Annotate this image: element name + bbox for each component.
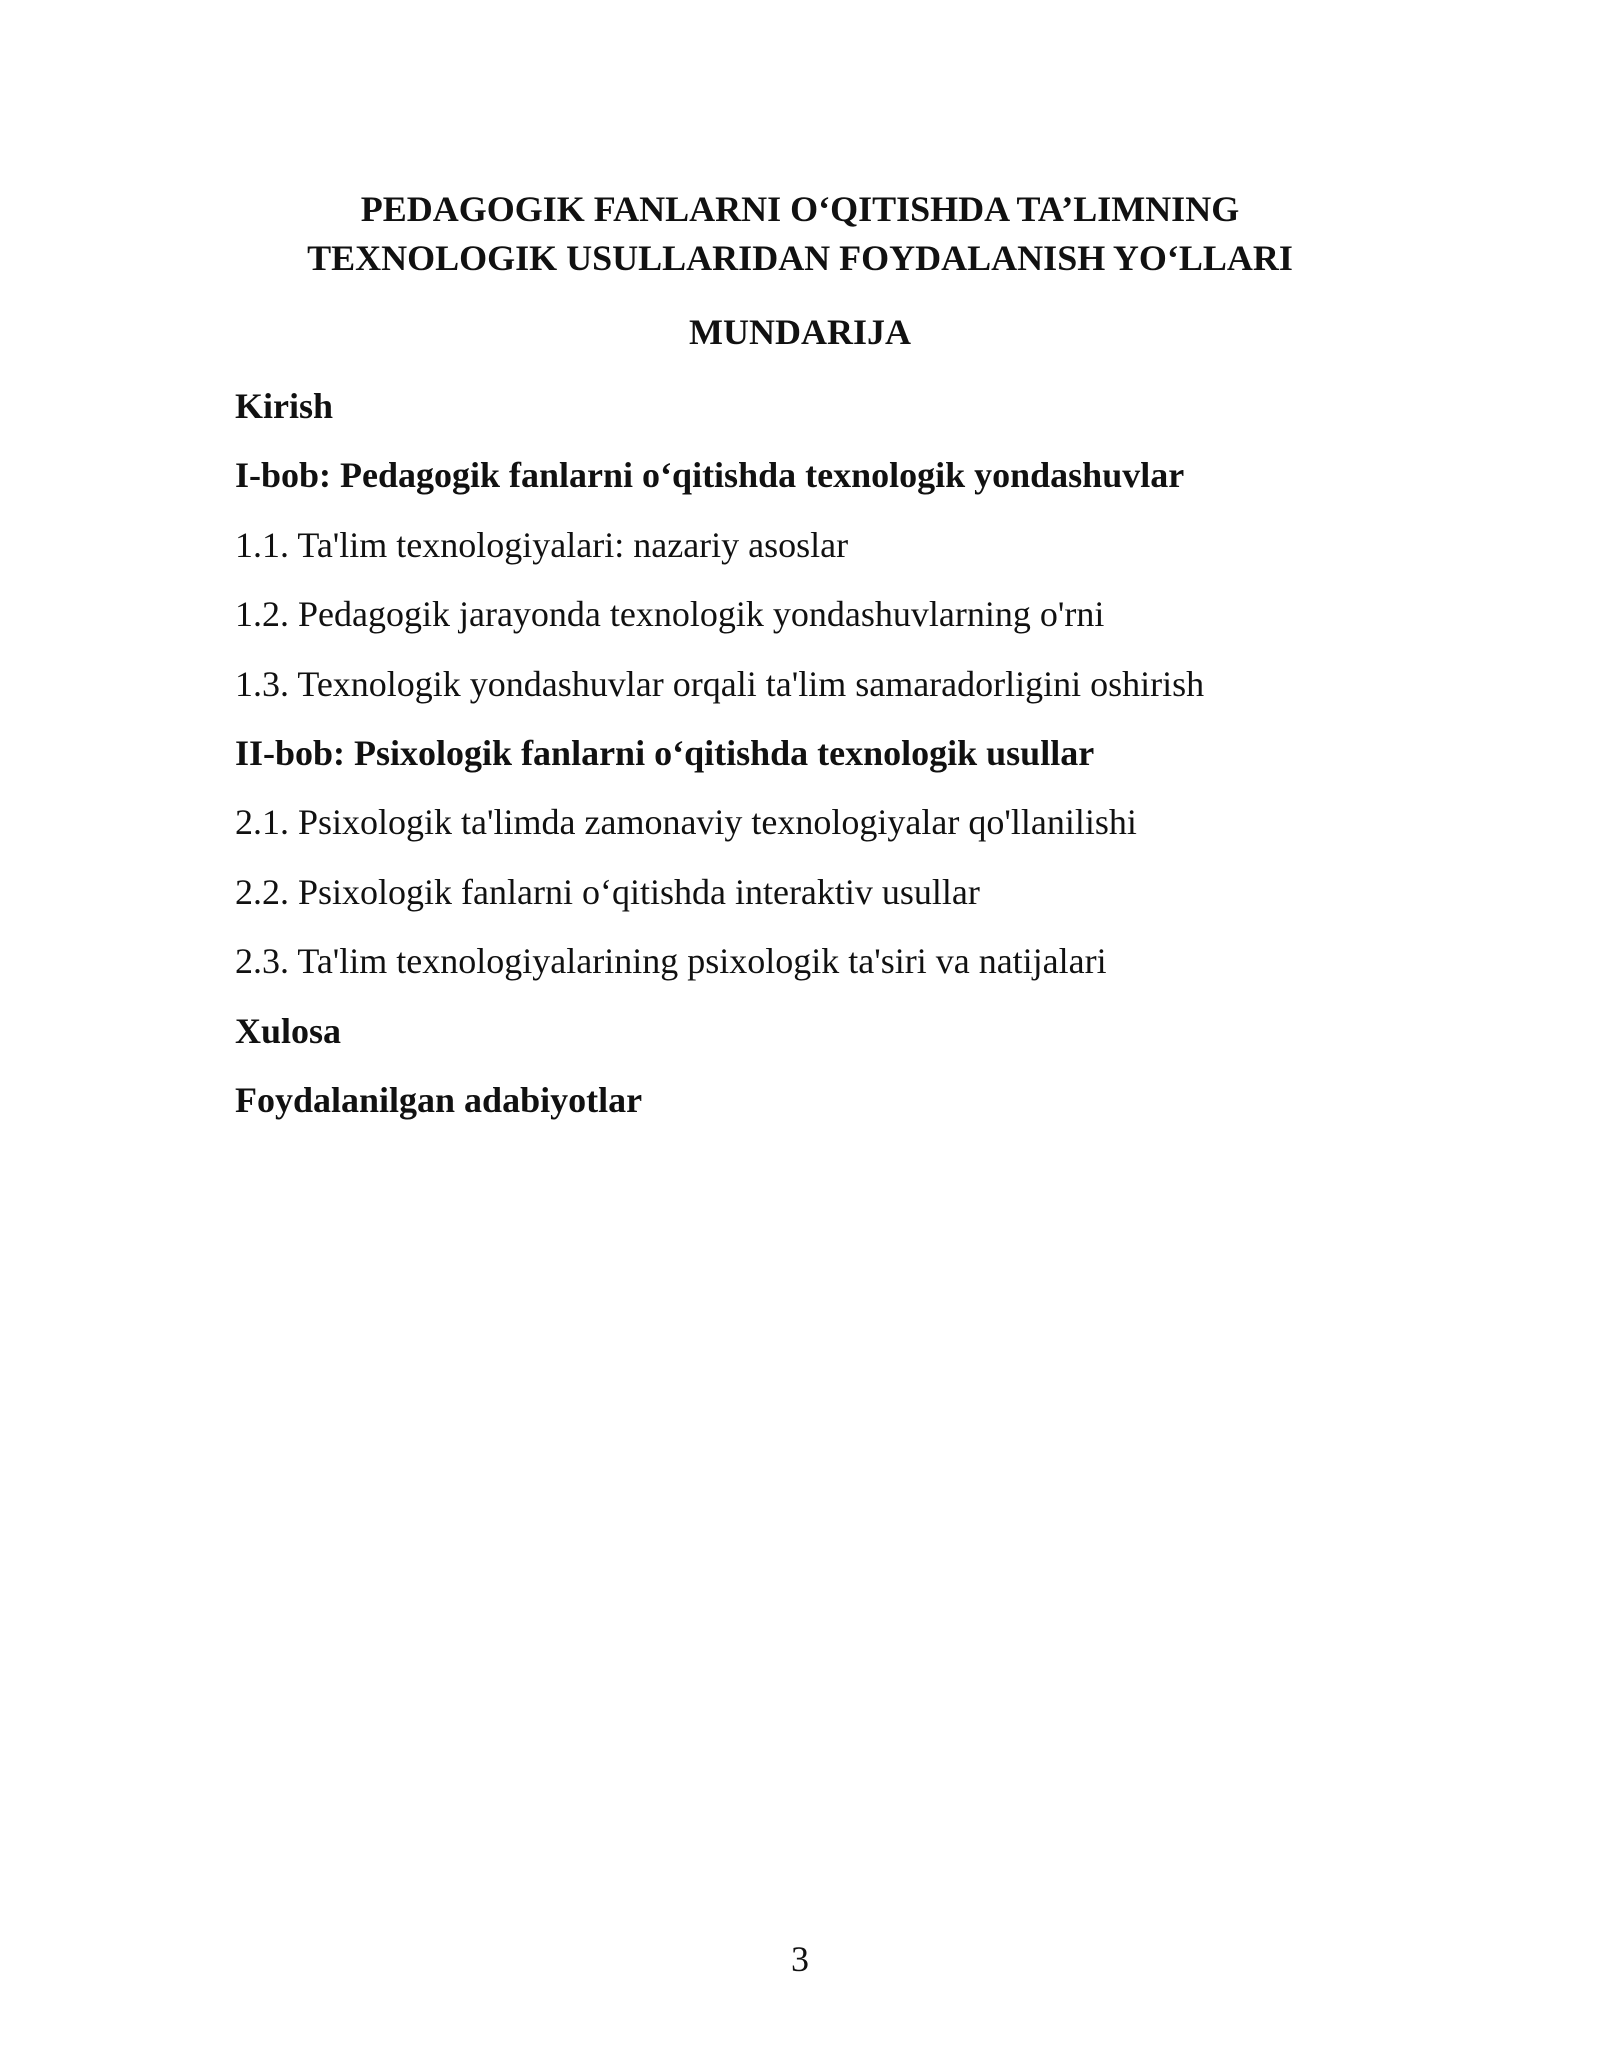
toc-item-section-1-1: 1.1. Ta'lim texnologiyalari: nazariy asoslar xyxy=(235,524,849,565)
toc-item-section-1-2: 1.2. Pedagogik jarayonda texnologik yondashuvlarning o'rni xyxy=(235,594,1105,635)
document-title-line-1: PEDAGOGIK FANLARNI O‘QITISHDA TA’LIMNING xyxy=(360,189,1240,229)
toc-item-section-2-2: 2.2. Psixologik fanlarni o‘qitishda interaktiv usullar xyxy=(235,871,980,912)
table-of-contents-heading: MUNDARIJA xyxy=(689,312,911,352)
toc-item-chapter-1: I-bob: Pedagogik fanlarni o‘qitishda texnologik yondashuvlar xyxy=(235,455,1185,496)
toc-item-conclusion: Xulosa xyxy=(235,1010,342,1051)
toc-item-chapter-2: II-bob: Psixologik fanlarni o‘qitishda texnologik usullar xyxy=(235,732,1095,773)
toc-item-references: Foydalanilgan adabiyotlar xyxy=(235,1079,643,1120)
page-number: 3 xyxy=(791,1939,809,1979)
toc-item-section-2-3: 2.3. Ta'lim texnologiyalarining psixologik ta'siri va natijalari xyxy=(235,941,1107,982)
toc-item-introduction: Kirish xyxy=(235,386,334,426)
document-title-line-2: TEXNOLOGIK USULLARIDAN FOYDALANISH YO‘LLARI xyxy=(307,238,1293,278)
toc-item-section-2-1: 2.1. Psixologik ta'limda zamonaviy texnologiyalar qo'llanilishi xyxy=(235,802,1137,843)
table-of-contents xyxy=(235,382,1385,1145)
toc-item-section-1-3: 1.3. Texnologik yondashuvlar orqali ta'lim samaradorligini oshirish xyxy=(235,663,1205,704)
